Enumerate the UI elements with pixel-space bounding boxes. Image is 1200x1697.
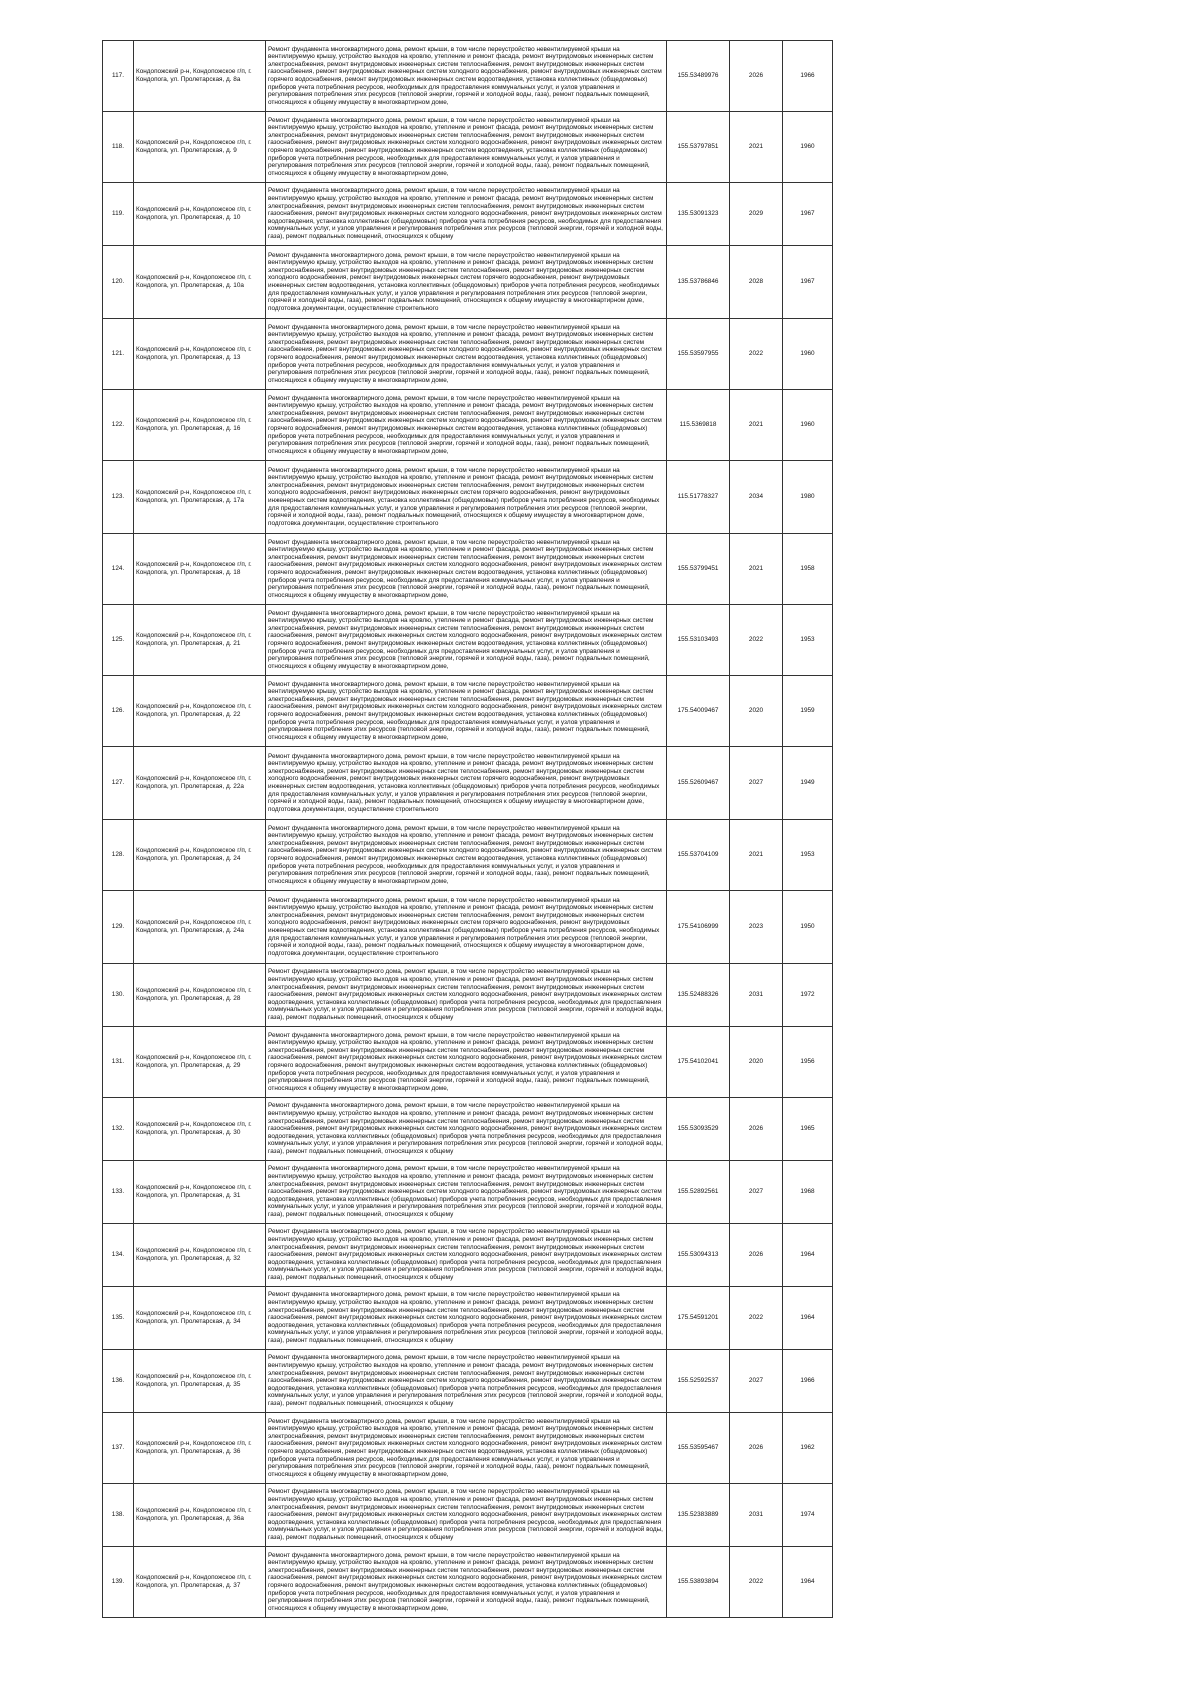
value-cell: 155.53799451 <box>667 534 730 605</box>
value-cell: 155.52609467 <box>667 747 730 820</box>
row-number-cell: 137. <box>103 1413 134 1484</box>
works-text: Ремонт фундамента многоквартирного дома, ремонт крыши, в том числе переустройство невентилируемой крыши на вентилируемую крышу, устройство выходов на кровлю, утепление и ремонт фасада, ремонт внутридомовых инженерных систем электроснабжения, ремонт внутридомовых инженерных систем теплоснабжения, ремонт внутридомовых инженерных систем газоснабжения, ремонт внутридомовых инженерных систем холодного водоснабжения, ремонт внутридомовых инженерных систем горячего водоснабжения, ремонт внутридомовых инженерных систем водоотведения, установка коллективных (общедомовых) приборов учета потребления ресурсов, необходимых для предоставления коммунальных услуг, и узлов управления и регулирования потребления этих ресурсов (тепловой энергии, горячей и холодной воды, газа), ремонт подвальных помещений, относящихся к общему имуществу в многоквартирном доме, <box>268 116 662 177</box>
table-body <box>103 41 833 1618</box>
repair-year-cell: 2020 <box>730 676 783 747</box>
address-cell: Кондопожский р-н, Кондопожское г/п, г. Кондопога, ул. Пролетарская, д. 22 <box>134 676 266 747</box>
works-text: Ремонт фундамента многоквартирного дома, ремонт крыши, в том числе переустройство невентилируемой крыши на вентилируемую крышу, устройство выходов на кровлю, утепление и ремонт фасада, ремонт внутридомовых инженерных систем электроснабжения, ремонт внутридомовых инженерных систем теплоснабжения, ремонт внутридомовых инженерных систем газоснабжения, ремонт внутридомовых инженерных систем холодного водоснабжения, ремонт внутридомовых инженерных систем водоотведения, установка коллективных (общедомовых) приборов учета потребления ресурсов, необходимых для предоставления коммунальных услуг, и узлов управления и регулирования потребления этих ресурсов (тепловой энергии, горячей и холодной воды, газа), ремонт подвальных помещений, относящихся к общему <box>268 1354 663 1407</box>
table-row <box>103 1098 833 1161</box>
repair-year-cell: 2027 <box>730 747 783 820</box>
repair-year-cell: 2028 <box>730 246 783 319</box>
works-cell <box>266 605 667 676</box>
row-number-cell: 121. <box>103 319 134 390</box>
repair-year-cell: 2026 <box>730 1098 783 1161</box>
repair-year-cell: 2029 <box>730 183 783 246</box>
value-cell: 155.53595467 <box>667 1413 730 1484</box>
row-number-cell: 131. <box>103 1027 134 1098</box>
construction-year-cell: 1960 <box>783 390 833 461</box>
works-cell <box>266 1484 667 1547</box>
works-cell <box>266 1413 667 1484</box>
construction-year-cell: 1956 <box>783 1027 833 1098</box>
table-row <box>103 534 833 605</box>
row-number-cell: 119. <box>103 183 134 246</box>
address-cell: Кондопожский р-н, Кондопожское г/п, г. Кондопога, ул. Пролетарская, д. 30 <box>134 1098 266 1161</box>
works-cell <box>266 246 667 319</box>
value-cell: 135.53786846 <box>667 246 730 319</box>
table-row <box>103 964 833 1027</box>
value-cell: 155.52592537 <box>667 1350 730 1413</box>
row-number-cell: 130. <box>103 964 134 1027</box>
value-cell: 155.53893894 <box>667 1547 730 1618</box>
address-cell: Кондопожский р-н, Кондопожское г/п, г. Кондопога, ул. Пролетарская, д. 18 <box>134 534 266 605</box>
table-row <box>103 605 833 676</box>
value-cell: 155.53094313 <box>667 1224 730 1287</box>
construction-year-cell: 1953 <box>783 605 833 676</box>
construction-year-cell: 1964 <box>783 1287 833 1350</box>
construction-year-cell: 1972 <box>783 964 833 1027</box>
address-cell: Кондопожский р-н, Кондопожское г/п, г. Кондопога, ул. Пролетарская, д. 36 <box>134 1413 266 1484</box>
row-number-cell: 129. <box>103 891 134 964</box>
works-cell <box>266 1098 667 1161</box>
works-text: Ремонт фундамента многоквартирного дома, ремонт крыши, в том числе переустройство невентилируемой крыши на вентилируемую крышу, устройство выходов на кровлю, утепление и ремонт фасада, ремонт внутридомовых инженерных систем электроснабжения, ремонт внутридомовых инженерных систем теплоснабжения, ремонт внутридомовых инженерных систем газоснабжения, ремонт внутридомовых инженерных систем холодного водоснабжения, ремонт внутридомовых инженерных систем горячего водоснабжения, ремонт внутридомовых инженерных систем водоотведения, установка коллективных (общедомовых) приборов учета потребления ресурсов, необходимых для предоставления коммунальных услуг, и узлов управления и регулирования потребления этих ресурсов (тепловой энергии, горячей и холодной воды, газа), ремонт подвальных помещений, относящихся к общему имуществу в многоквартирном доме, <box>268 394 662 455</box>
address-cell: Кондопожский р-н, Кондопожское г/п, г. Кондопога, ул. Пролетарская, д. 37 <box>134 1547 266 1618</box>
address-cell: Кондопожский р-н, Кондопожское г/п, г. Кондопога, ул. Пролетарская, д. 28 <box>134 964 266 1027</box>
row-number-cell: 122. <box>103 390 134 461</box>
repair-year-cell: 2027 <box>730 1161 783 1224</box>
row-number-cell: 132. <box>103 1098 134 1161</box>
works-text: Ремонт фундамента многоквартирного дома, ремонт крыши, в том числе переустройство невентилируемой крыши на вентилируемую крышу, устройство выходов на кровлю, утепление и ремонт фасада, ремонт внутридомовых инженерных систем электроснабжения, ремонт внутридомовых инженерных систем теплоснабжения, ремонт внутридомовых инженерных систем газоснабжения, ремонт внутридомовых инженерных систем холодного водоснабжения, ремонт внутридомовых инженерных систем водоотведения, установка коллективных (общедомовых) приборов учета потребления ресурсов, необходимых для предоставления коммунальных услуг, и узлов управления и регулирования потребления этих ресурсов (тепловой энергии, горячей и холодной воды, газа), ремонт подвальных помещений, относящихся к общему <box>268 1228 663 1281</box>
repair-year-cell: 2021 <box>730 820 783 891</box>
value-cell: 155.53103493 <box>667 605 730 676</box>
repair-year-cell: 2022 <box>730 605 783 676</box>
address-cell: Кондопожский р-н, Кондопожское г/п, г. Кондопога, ул. Пролетарская, д. 36а <box>134 1484 266 1547</box>
row-number-cell: 133. <box>103 1161 134 1224</box>
works-cell <box>266 1161 667 1224</box>
value-cell: 175.54591201 <box>667 1287 730 1350</box>
value-cell: 155.53489976 <box>667 41 730 112</box>
row-number-cell: 124. <box>103 534 134 605</box>
repair-year-cell: 2026 <box>730 1224 783 1287</box>
works-text: Ремонт фундамента многоквартирного дома, ремонт крыши, в том числе переустройство невентилируемой крыши на вентилируемую крышу, устройство выходов на кровлю, утепление и ремонт фасада, ремонт внутридомовых инженерных систем электроснабжения, ремонт внутридомовых инженерных систем теплоснабжения, ремонт внутридомовых инженерных систем газоснабжения, ремонт внутридомовых инженерных систем холодного водоснабжения, ремонт внутридомовых инженерных систем горячего водоснабжения, ремонт внутридомовых инженерных систем водоотведения, установка коллективных (общедомовых) приборов учета потребления ресурсов, необходимых для предоставления коммунальных услуг, и узлов управления и регулирования потребления этих ресурсов (тепловой энергии, горячей и холодной воды, газа), ремонт подвальных помещений, относящихся к общему имуществу в многоквартирном доме, <box>268 45 662 106</box>
table-row <box>103 246 833 319</box>
value-cell: 135.52488326 <box>667 964 730 1027</box>
works-text: Ремонт фундамента многоквартирного дома, ремонт крыши, в том числе переустройство невентилируемой крыши на вентилируемую крышу, устройство выходов на кровлю, утепление и ремонт фасада, ремонт внутридомовых инженерных систем электроснабжения, ремонт внутридомовых инженерных систем теплоснабжения, ремонт внутридомовых инженерных систем газоснабжения, ремонт внутридомовых инженерных систем холодного водоснабжения, ремонт внутридомовых инженерных систем горячего водоснабжения, ремонт внутридомовых инженерных систем водоотведения, установка коллективных (общедомовых) приборов учета потребления ресурсов, необходимых для предоставления коммунальных услуг, и узлов управления и регулирования потребления этих ресурсов (тепловой энергии, горячей и холодной воды, газа), ремонт подвальных помещений, относящихся к общему имуществу в многоквартирном доме, <box>268 680 662 741</box>
table-row <box>103 1027 833 1098</box>
repair-year-cell: 2020 <box>730 1027 783 1098</box>
value-cell: 175.54106999 <box>667 891 730 964</box>
works-cell <box>266 1287 667 1350</box>
repair-year-cell: 2026 <box>730 1413 783 1484</box>
works-text: Ремонт фундамента многоквартирного дома, ремонт крыши, в том числе переустройство невентилируемой крыши на вентилируемую крышу, устройство выходов на кровлю, утепление и ремонт фасада, ремонт внутридомовых инженерных систем электроснабжения, ремонт внутридомовых инженерных систем теплоснабжения, ремонт внутридомовых инженерных систем газоснабжения, ремонт внутридомовых инженерных систем холодного водоснабжения, ремонт внутридомовых инженерных систем водоотведения, установка коллективных (общедомовых) приборов учета потребления ресурсов, необходимых для предоставления коммунальных услуг, и узлов управления и регулирования потребления этих ресурсов (тепловой энергии, горячей и холодной воды, газа), ремонт подвальных помещений, относящихся к общему <box>268 1488 663 1541</box>
repair-year-cell: 2026 <box>730 41 783 112</box>
row-number-cell: 138. <box>103 1484 134 1547</box>
table-row <box>103 1224 833 1287</box>
works-cell <box>266 964 667 1027</box>
row-number-cell: 117. <box>103 41 134 112</box>
works-cell <box>266 534 667 605</box>
address-cell: Кондопожский р-н, Кондопожское г/п, г. Кондопога, ул. Пролетарская, д. 17а <box>134 461 266 534</box>
row-number-cell: 118. <box>103 112 134 183</box>
works-text: Ремонт фундамента многоквартирного дома, ремонт крыши, в том числе переустройство невентилируемой крыши на вентилируемую крышу, устройство выходов на кровлю, утепление и ремонт фасада, ремонт внутридомовых инженерных систем электроснабжения, ремонт внутридомовых инженерных систем теплоснабжения, ремонт внутридомовых инженерных систем холодного водоснабжения, ремонт внутридомовых инженерных систем горячего водоснабжения, ремонт внутридомовых инженерных систем водоотведения, установка коллективных (общедомовых) приборов учета потребления ресурсов, необходимых для предоставления коммунальных услуг, и узлов управления и регулирования потребления этих ресурсов (тепловой энергии, горячей и холодной воды, газа), ремонт подвальных помещений, относящихся к общему имуществу в многоквартирном доме, подготовка документации, осуществление строительного <box>268 466 660 527</box>
address-cell: Кондопожский р-н, Кондопожское г/п, г. Кондопога, ул. Пролетарская, д. 31 <box>134 1161 266 1224</box>
value-cell: 115.51778327 <box>667 461 730 534</box>
works-text: Ремонт фундамента многоквартирного дома, ремонт крыши, в том числе переустройство невентилируемой крыши на вентилируемую крышу, устройство выходов на кровлю, утепление и ремонт фасада, ремонт внутридомовых инженерных систем электроснабжения, ремонт внутридомовых инженерных систем теплоснабжения, ремонт внутридомовых инженерных систем газоснабжения, ремонт внутридомовых инженерных систем холодного водоснабжения, ремонт внутридомовых инженерных систем горячего водоснабжения, ремонт внутридомовых инженерных систем водоотведения, установка коллективных (общедомовых) приборов учета потребления ресурсов, необходимых для предоставления коммунальных услуг, и узлов управления и регулирования потребления этих ресурсов (тепловой энергии, горячей и холодной воды, газа), ремонт подвальных помещений, относящихся к общему имуществу в многоквартирном доме, <box>268 538 662 599</box>
row-number-cell: 136. <box>103 1350 134 1413</box>
repair-year-cell: 2021 <box>730 112 783 183</box>
construction-year-cell: 1966 <box>783 1350 833 1413</box>
table-row <box>103 1161 833 1224</box>
table-row <box>103 1350 833 1413</box>
works-cell <box>266 1224 667 1287</box>
address-cell: Кондопожский р-н, Кондопожское г/п, г. Кондопога, ул. Пролетарская, д. 29 <box>134 1027 266 1098</box>
repair-year-cell: 2031 <box>730 1484 783 1547</box>
address-cell: Кондопожский р-н, Кондопожское г/п, г. Кондопога, ул. Пролетарская, д. 10а <box>134 246 266 319</box>
construction-year-cell: 1964 <box>783 1224 833 1287</box>
repair-year-cell: 2027 <box>730 1350 783 1413</box>
works-text: Ремонт фундамента многоквартирного дома, ремонт крыши, в том числе переустройство невентилируемой крыши на вентилируемую крышу, устройство выходов на кровлю, утепление и ремонт фасада, ремонт внутридомовых инженерных систем электроснабжения, ремонт внутридомовых инженерных систем теплоснабжения, ремонт внутридомовых инженерных систем газоснабжения, ремонт внутридомовых инженерных систем холодного водоснабжения, ремонт внутридомовых инженерных систем горячего водоснабжения, ремонт внутридомовых инженерных систем водоотведения, установка коллективных (общедомовых) приборов учета потребления ресурсов, необходимых для предоставления коммунальных услуг, и узлов управления и регулирования потребления этих ресурсов (тепловой энергии, горячей и холодной воды, газа), ремонт подвальных помещений, относящихся к общему имуществу в многоквартирном доме, <box>268 609 662 670</box>
works-cell <box>266 319 667 390</box>
repair-year-cell: 2022 <box>730 1547 783 1618</box>
works-cell <box>266 390 667 461</box>
row-number-cell: 135. <box>103 1287 134 1350</box>
address-cell: Кондопожский р-н, Кондопожское г/п, г. Кондопога, ул. Пролетарская, д. 10 <box>134 183 266 246</box>
value-cell: 155.53797851 <box>667 112 730 183</box>
construction-year-cell: 1958 <box>783 534 833 605</box>
construction-year-cell: 1974 <box>783 1484 833 1547</box>
value-cell: 135.52383889 <box>667 1484 730 1547</box>
value-cell: 155.53704109 <box>667 820 730 891</box>
value-cell: 155.53597955 <box>667 319 730 390</box>
construction-year-cell: 1980 <box>783 461 833 534</box>
address-cell: Кондопожский р-н, Кондопожское г/п, г. Кондопога, ул. Пролетарская, д. 35 <box>134 1350 266 1413</box>
construction-year-cell: 1962 <box>783 1413 833 1484</box>
construction-year-cell: 1960 <box>783 112 833 183</box>
works-text: Ремонт фундамента многоквартирного дома, ремонт крыши, в том числе переустройство невентилируемой крыши на вентилируемую крышу, устройство выходов на кровлю, утепление и ремонт фасада, ремонт внутридомовых инженерных систем электроснабжения, ремонт внутридомовых инженерных систем теплоснабжения, ремонт внутридомовых инженерных систем газоснабжения, ремонт внутридомовых инженерных систем холодного водоснабжения, ремонт внутридомовых инженерных систем водоотведения, установка коллективных (общедомовых) приборов учета потребления ресурсов, необходимых для предоставления коммунальных услуг, и узлов управления и регулирования потребления этих ресурсов (тепловой энергии, горячей и холодной воды, газа), ремонт подвальных помещений, относящихся к общему <box>268 187 663 240</box>
value-cell: 135.53091323 <box>667 183 730 246</box>
value-cell: 155.53093529 <box>667 1098 730 1161</box>
table-row <box>103 1287 833 1350</box>
address-cell: Кондопожский р-н, Кондопожское г/п, г. Кондопога, ул. Пролетарская, д. 22а <box>134 747 266 820</box>
value-cell: 115.5369818 <box>667 390 730 461</box>
works-text: Ремонт фундамента многоквартирного дома, ремонт крыши, в том числе переустройство невентилируемой крыши на вентилируемую крышу, устройство выходов на кровлю, утепление и ремонт фасада, ремонт внутридомовых инженерных систем электроснабжения, ремонт внутридомовых инженерных систем теплоснабжения, ремонт внутридомовых инженерных систем газоснабжения, ремонт внутридомовых инженерных систем холодного водоснабжения, ремонт внутридомовых инженерных систем водоотведения, установка коллективных (общедомовых) приборов учета потребления ресурсов, необходимых для предоставления коммунальных услуг, и узлов управления и регулирования потребления этих ресурсов (тепловой энергии, горячей и холодной воды, газа), ремонт подвальных помещений, относящихся к общему <box>268 1102 663 1155</box>
works-cell <box>266 747 667 820</box>
row-number-cell: 123. <box>103 461 134 534</box>
repair-year-cell: 2034 <box>730 461 783 534</box>
table-row <box>103 183 833 246</box>
repair-year-cell: 2023 <box>730 891 783 964</box>
works-text: Ремонт фундамента многоквартирного дома, ремонт крыши, в том числе переустройство невентилируемой крыши на вентилируемую крышу, устройство выходов на кровлю, утепление и ремонт фасада, ремонт внутридомовых инженерных систем электроснабжения, ремонт внутридомовых инженерных систем теплоснабжения, ремонт внутридомовых инженерных систем газоснабжения, ремонт внутридомовых инженерных систем холодного водоснабжения, ремонт внутридомовых инженерных систем водоотведения, установка коллективных (общедомовых) приборов учета потребления ресурсов, необходимых для предоставления коммунальных услуг, и узлов управления и регулирования потребления этих ресурсов (тепловой энергии, горячей и холодной воды, газа), ремонт подвальных помещений, относящихся к общему <box>268 968 663 1021</box>
row-number-cell: 127. <box>103 747 134 820</box>
address-cell: Кондопожский р-н, Кондопожское г/п, г. Кондопога, ул. Пролетарская, д. 24 <box>134 820 266 891</box>
address-cell: Кондопожский р-н, Кондопожское г/п, г. Кондопога, ул. Пролетарская, д. 16 <box>134 390 266 461</box>
works-cell <box>266 1547 667 1618</box>
row-number-cell: 120. <box>103 246 134 319</box>
table-row <box>103 1547 833 1618</box>
repair-year-cell: 2031 <box>730 964 783 1027</box>
construction-year-cell: 1967 <box>783 183 833 246</box>
row-number-cell: 128. <box>103 820 134 891</box>
works-text: Ремонт фундамента многоквартирного дома, ремонт крыши, в том числе переустройство невентилируемой крыши на вентилируемую крышу, устройство выходов на кровлю, утепление и ремонт фасада, ремонт внутридомовых инженерных систем электроснабжения, ремонт внутридомовых инженерных систем теплоснабжения, ремонт внутридомовых инженерных систем газоснабжения, ремонт внутридомовых инженерных систем холодного водоснабжения, ремонт внутридомовых инженерных систем горячего водоснабжения, ремонт внутридомовых инженерных систем водоотведения, установка коллективных (общедомовых) приборов учета потребления ресурсов, необходимых для предоставления коммунальных услуг, и узлов управления и регулирования потребления этих ресурсов (тепловой энергии, горячей и холодной воды, газа), ремонт подвальных помещений, относящихся к общему имуществу в многоквартирном доме, <box>268 323 662 384</box>
row-number-cell: 139. <box>103 1547 134 1618</box>
works-text: Ремонт фундамента многоквартирного дома, ремонт крыши, в том числе переустройство невентилируемой крыши на вентилируемую крышу, устройство выходов на кровлю, утепление и ремонт фасада, ремонт внутридомовых инженерных систем электроснабжения, ремонт внутридомовых инженерных систем теплоснабжения, ремонт внутридомовых инженерных систем газоснабжения, ремонт внутридомовых инженерных систем холодного водоснабжения, ремонт внутридомовых инженерных систем водоотведения, установка коллективных (общедомовых) приборов учета потребления ресурсов, необходимых для предоставления коммунальных услуг, и узлов управления и регулирования потребления этих ресурсов (тепловой энергии, горячей и холодной воды, газа), ремонт подвальных помещений, относящихся к общему <box>268 1165 663 1218</box>
works-cell <box>266 41 667 112</box>
value-cell: 175.54102041 <box>667 1027 730 1098</box>
repair-year-cell: 2022 <box>730 1287 783 1350</box>
address-cell: Кондопожский р-н, Кондопожское г/п, г. Кондопога, ул. Пролетарская, д. 24а <box>134 891 266 964</box>
address-cell: Кондопожский р-н, Кондопожское г/п, г. Кондопога, ул. Пролетарская, д. 8а <box>134 41 266 112</box>
repair-year-cell: 2021 <box>730 534 783 605</box>
repair-year-cell: 2021 <box>730 390 783 461</box>
construction-year-cell: 1949 <box>783 747 833 820</box>
table-row <box>103 1413 833 1484</box>
row-number-cell: 134. <box>103 1224 134 1287</box>
value-cell: 155.52892561 <box>667 1161 730 1224</box>
capital-repair-table <box>102 40 833 1618</box>
construction-year-cell: 1960 <box>783 319 833 390</box>
table-row <box>103 390 833 461</box>
works-cell <box>266 1027 667 1098</box>
table-row <box>103 319 833 390</box>
works-text: Ремонт фундамента многоквартирного дома, ремонт крыши, в том числе переустройство невентилируемой крыши на вентилируемую крышу, устройство выходов на кровлю, утепление и ремонт фасада, ремонт внутридомовых инженерных систем электроснабжения, ремонт внутридомовых инженерных систем теплоснабжения, ремонт внутридомовых инженерных систем газоснабжения, ремонт внутридомовых инженерных систем холодного водоснабжения, ремонт внутридомовых инженерных систем горячего водоснабжения, ремонт внутридомовых инженерных систем водоотведения, установка коллективных (общедомовых) приборов учета потребления ресурсов, необходимых для предоставления коммунальных услуг, и узлов управления и регулирования потребления этих ресурсов (тепловой энергии, горячей и холодной воды, газа), ремонт подвальных помещений, относящихся к общему имуществу в многоквартирном доме, <box>268 1031 662 1092</box>
works-cell <box>266 112 667 183</box>
address-cell: Кондопожский р-н, Кондопожское г/п, г. Кондопога, ул. Пролетарская, д. 32 <box>134 1224 266 1287</box>
table-row <box>103 41 833 112</box>
works-cell <box>266 820 667 891</box>
construction-year-cell: 1964 <box>783 1547 833 1618</box>
construction-year-cell: 1959 <box>783 676 833 747</box>
works-cell <box>266 891 667 964</box>
construction-year-cell: 1950 <box>783 891 833 964</box>
table-row <box>103 891 833 964</box>
row-number-cell: 126. <box>103 676 134 747</box>
works-cell <box>266 461 667 534</box>
construction-year-cell: 1953 <box>783 820 833 891</box>
address-cell: Кондопожский р-н, Кондопожское г/п, г. Кондопога, ул. Пролетарская, д. 21 <box>134 605 266 676</box>
table-row <box>103 112 833 183</box>
works-text: Ремонт фундамента многоквартирного дома, ремонт крыши, в том числе переустройство невентилируемой крыши на вентилируемую крышу, устройство выходов на кровлю, утепление и ремонт фасада, ремонт внутридомовых инженерных систем электроснабжения, ремонт внутридомовых инженерных систем теплоснабжения, ремонт внутридомовых инженерных систем газоснабжения, ремонт внутридомовых инженерных систем холодного водоснабжения, ремонт внутридомовых инженерных систем горячего водоснабжения, ремонт внутридомовых инженерных систем водоотведения, установка коллективных (общедомовых) приборов учета потребления ресурсов, необходимых для предоставления коммунальных услуг, и узлов управления и регулирования потребления этих ресурсов (тепловой энергии, горячей и холодной воды, газа), ремонт подвальных помещений, относящихся к общему имуществу в многоквартирном доме, <box>268 1417 662 1478</box>
works-text: Ремонт фундамента многоквартирного дома, ремонт крыши, в том числе переустройство невентилируемой крыши на вентилируемую крышу, устройство выходов на кровлю, утепление и ремонт фасада, ремонт внутридомовых инженерных систем электроснабжения, ремонт внутридомовых инженерных систем теплоснабжения, ремонт внутридомовых инженерных систем холодного водоснабжения, ремонт внутридомовых инженерных систем горячего водоснабжения, ремонт внутридомовых инженерных систем водоотведения, установка коллективных (общедомовых) приборов учета потребления ресурсов, необходимых для предоставления коммунальных услуг, и узлов управления и регулирования потребления этих ресурсов (тепловой энергии, горячей и холодной воды, газа), ремонт подвальных помещений, относящихся к общему имуществу в многоквартирном доме, подготовка документации, осуществление строительного <box>268 752 660 813</box>
row-number-cell: 125. <box>103 605 134 676</box>
construction-year-cell: 1966 <box>783 41 833 112</box>
works-cell <box>266 183 667 246</box>
works-text: Ремонт фундамента многоквартирного дома, ремонт крыши, в том числе переустройство невентилируемой крыши на вентилируемую крышу, устройство выходов на кровлю, утепление и ремонт фасада, ремонт внутридомовых инженерных систем электроснабжения, ремонт внутридомовых инженерных систем теплоснабжения, ремонт внутридомовых инженерных систем газоснабжения, ремонт внутридомовых инженерных систем холодного водоснабжения, ремонт внутридомовых инженерных систем горячего водоснабжения, ремонт внутридомовых инженерных систем водоотведения, установка коллективных (общедомовых) приборов учета потребления ресурсов, необходимых для предоставления коммунальных услуг, и узлов управления и регулирования потребления этих ресурсов (тепловой энергии, горячей и холодной воды, газа), ремонт подвальных помещений, относящихся к общему имуществу в многоквартирном доме, <box>268 1551 662 1612</box>
works-text: Ремонт фундамента многоквартирного дома, ремонт крыши, в том числе переустройство невентилируемой крыши на вентилируемую крышу, устройство выходов на кровлю, утепление и ремонт фасада, ремонт внутридомовых инженерных систем электроснабжения, ремонт внутридомовых инженерных систем теплоснабжения, ремонт внутридомовых инженерных систем газоснабжения, ремонт внутридомовых инженерных систем холодного водоснабжения, ремонт внутридомовых инженерных систем горячего водоснабжения, ремонт внутридомовых инженерных систем водоотведения, установка коллективных (общедомовых) приборов учета потребления ресурсов, необходимых для предоставления коммунальных услуг, и узлов управления и регулирования потребления этих ресурсов (тепловой энергии, горячей и холодной воды, газа), ремонт подвальных помещений, относящихся к общему имуществу в многоквартирном доме, <box>268 824 662 885</box>
construction-year-cell: 1965 <box>783 1098 833 1161</box>
address-cell: Кондопожский р-н, Кондопожское г/п, г. Кондопога, ул. Пролетарская, д. 34 <box>134 1287 266 1350</box>
works-text: Ремонт фундамента многоквартирного дома, ремонт крыши, в том числе переустройство невентилируемой крыши на вентилируемую крышу, устройство выходов на кровлю, утепление и ремонт фасада, ремонт внутридомовых инженерных систем электроснабжения, ремонт внутридомовых инженерных систем теплоснабжения, ремонт внутридомовых инженерных систем холодного водоснабжения, ремонт внутридомовых инженерных систем горячего водоснабжения, ремонт внутридомовых инженерных систем водоотведения, установка коллективных (общедомовых) приборов учета потребления ресурсов, необходимых для предоставления коммунальных услуг, и узлов управления и регулирования потребления этих ресурсов (тепловой энергии, горячей и холодной воды, газа), ремонт подвальных помещений, относящихся к общему имуществу в многоквартирном доме, подготовка документации, осуществление строительного <box>268 896 660 957</box>
value-cell: 175.54009467 <box>667 676 730 747</box>
construction-year-cell: 1967 <box>783 246 833 319</box>
works-cell <box>266 1350 667 1413</box>
construction-year-cell: 1968 <box>783 1161 833 1224</box>
table-row <box>103 747 833 820</box>
table-row <box>103 1484 833 1547</box>
table-row <box>103 676 833 747</box>
repair-year-cell: 2022 <box>730 319 783 390</box>
table-row <box>103 820 833 891</box>
works-text: Ремонт фундамента многоквартирного дома, ремонт крыши, в том числе переустройство невентилируемой крыши на вентилируемую крышу, устройство выходов на кровлю, утепление и ремонт фасада, ремонт внутридомовых инженерных систем электроснабжения, ремонт внутридомовых инженерных систем теплоснабжения, ремонт внутридомовых инженерных систем газоснабжения, ремонт внутридомовых инженерных систем холодного водоснабжения, ремонт внутридомовых инженерных систем водоотведения, установка коллективных (общедомовых) приборов учета потребления ресурсов, необходимых для предоставления коммунальных услуг, и узлов управления и регулирования потребления этих ресурсов (тепловой энергии, горячей и холодной воды, газа), ремонт подвальных помещений, относящихся к общему <box>268 1291 663 1344</box>
works-cell <box>266 676 667 747</box>
address-cell: Кондопожский р-н, Кондопожское г/п, г. Кондопога, ул. Пролетарская, д. 9 <box>134 112 266 183</box>
works-text: Ремонт фундамента многоквартирного дома, ремонт крыши, в том числе переустройство невентилируемой крыши на вентилируемую крышу, устройство выходов на кровлю, утепление и ремонт фасада, ремонт внутридомовых инженерных систем электроснабжения, ремонт внутридомовых инженерных систем теплоснабжения, ремонт внутридомовых инженерных систем холодного водоснабжения, ремонт внутридомовых инженерных систем горячего водоснабжения, ремонт внутридомовых инженерных систем водоотведения, установка коллективных (общедомовых) приборов учета потребления ресурсов, необходимых для предоставления коммунальных услуг, и узлов управления и регулирования потребления этих ресурсов (тепловой энергии, горячей и холодной воды, газа), ремонт подвальных помещений, относящихся к общему имуществу в многоквартирном доме, подготовка документации, осуществление строительного <box>268 251 660 312</box>
address-cell: Кондопожский р-н, Кондопожское г/п, г. Кондопога, ул. Пролетарская, д. 13 <box>134 319 266 390</box>
table-row <box>103 461 833 534</box>
